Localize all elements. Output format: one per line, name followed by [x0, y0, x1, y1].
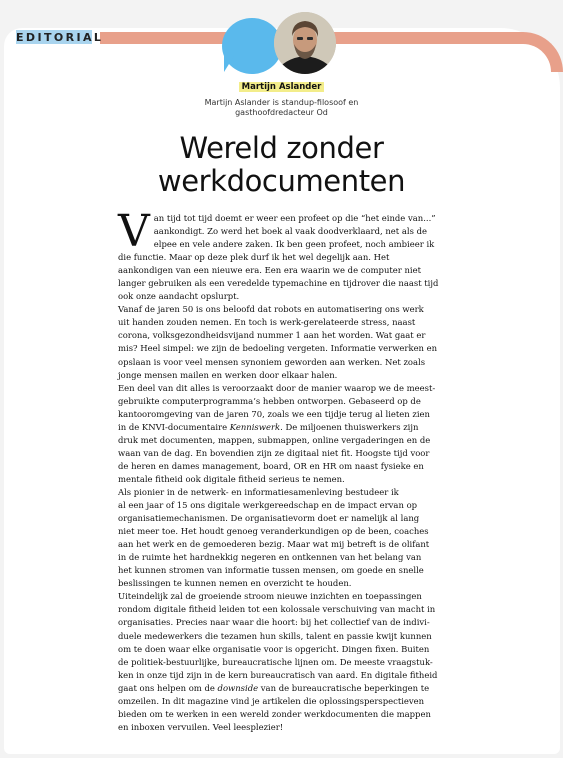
title-line: werkdocumenten	[157, 164, 406, 198]
drop-cap: V	[118, 206, 150, 257]
text-line: elpee en vele andere zaken. Ik ben geen profeet, noch ambieer ik	[153, 239, 435, 250]
text-line: omzeilen. In dit magazine vind je artikelen die oplossingsperspectieven	[118, 695, 425, 706]
article-body	[118, 206, 450, 734]
text-line: ken in onze tijd zijn in de kern bureaucratisch van aard. En digitale fitheid	[118, 669, 438, 680]
author-name-line	[0, 82, 563, 92]
text-line: niet meer toe. Het houdt genoeg veranderkundigen op de been, coaches	[118, 526, 429, 537]
text-line: jonge mensen mailen en werken door elkaar halen.	[118, 369, 338, 380]
text-line: Uiteindelijk zal de groeiende stroom nieuwe inzichten en toepassingen	[118, 591, 422, 602]
text-line: kantooromgeving van de jaren 70, zoals we een tijdje terug al lieten zien	[118, 408, 430, 419]
article-title	[0, 132, 563, 198]
text-line: aankondigt. Zo werd het boek al vaak doodverklaard, net als de	[153, 226, 427, 237]
text-line: organisaties. Precies naar waar die hoort: bij het collectief van de indivi-	[118, 617, 430, 628]
text-segment: . De miljoenen thuiswerkers zijn	[280, 421, 419, 432]
text-line	[118, 682, 450, 695]
paragraph	[118, 486, 450, 590]
author-bio	[0, 98, 563, 118]
documentary-title: Kenniswerk	[229, 421, 281, 432]
text-line: rondom digitale fitheid leiden tot een kolossale verschuiving van macht in	[118, 604, 436, 615]
text-line: de politiek-bestuurlijke, bureaucratische lijnen om. De meeste vraagstuk-	[118, 656, 433, 667]
paragraph	[118, 590, 450, 734]
text-segment: van de bureaucratische beperkingen te	[258, 682, 430, 693]
paragraph	[118, 303, 450, 381]
text-line: in de ruimte het hardnekkig negeren en ontkennen van het belang van	[118, 552, 422, 563]
emphasis-downside: downside	[217, 682, 259, 693]
speech-bubble-tail	[224, 56, 234, 72]
text-line: corona, volksgezondheidsvijand nummer 1 aan het worden. Wat gaat er	[118, 330, 426, 341]
author-name: Martijn Aslander	[239, 82, 325, 92]
text-line: uit handen zouden nemen. En toch is werk-gerelateerde stress, naast	[118, 317, 416, 328]
author-bio-line: Martijn Aslander is standup-filosoof en	[204, 98, 359, 107]
text-line: aankondigen van een nieuwe era. Een era waarin we de computer niet	[118, 265, 421, 276]
text-segment: gaat ons helpen om de	[118, 682, 218, 693]
section-label: EDITORIAL	[16, 31, 104, 44]
text-line: mis? Heel simpel: we zijn de bedoeling vergeten. Informatie verwerken en	[118, 343, 438, 354]
text-line: mentale fitheid ook digitale fitheid serieus te nemen.	[118, 473, 345, 484]
text-line: ook onze aandacht opslurpt.	[118, 291, 240, 302]
paragraph	[118, 382, 450, 486]
author-bio-line: gasthoofdredacteur Od	[235, 108, 328, 117]
text-line: opslaan is voor veel mensen synoniem geworden aan werken. Net zoals	[118, 356, 426, 367]
text-line: organisatiemechanismen. De organisatievorm doet er namelijk al lang	[118, 513, 420, 524]
text-segment: in de KNVI-documentaire	[118, 421, 230, 432]
text-line: het kunnen stromen van informatie tussen mensen, om goede en snelle	[118, 565, 424, 576]
text-line: en inboxen vervuilen. Veel leesplezier!	[118, 721, 284, 732]
text-line: an tijd tot tijd doemt er weer een profeet op die “het einde van...”	[153, 213, 436, 223]
paragraph	[118, 206, 450, 303]
text-line: waan van de dag. En bovendien zijn ze digitaal niet fit. Hoogste tijd voor	[118, 447, 430, 458]
text-line: de heren en dames management, board, OR en HR om naast fysieke en	[118, 460, 424, 471]
author-photo	[274, 12, 336, 74]
text-line: al een jaar of 15 ons digitale werkgereedschap en de impact ervan op	[118, 500, 418, 511]
text-line: die functie. Maar op deze plek durf ik het wel degelijk aan. Het	[118, 252, 390, 263]
text-line: bieden om te werken in een wereld zonder werkdocumenten die mappen	[118, 708, 431, 719]
title-line: Wereld zonder	[179, 131, 384, 165]
text-line: gebruikte computerprogramma’s hebben ontworpen. Gebaseerd op de	[118, 395, 421, 406]
text-line: om te doen waar elke organisatie voor is opgericht. Dingen fixen. Buiten	[118, 643, 430, 654]
text-line: duele medewerkers die tezamen hun skills, talent en passie kwijt kunnen	[118, 630, 432, 641]
text-line	[118, 421, 450, 434]
text-line: Vanaf de jaren 50 is ons beloofd dat robots en automatisering ons werk	[118, 304, 424, 315]
text-line: druk met documenten, mappen, submappen, online vergaderingen en de	[118, 434, 431, 445]
text-line: aan het werk en de gemoederen bezig. Maar wat mij betreft is de olifant	[118, 539, 430, 550]
text-line: Een deel van dit alles is veroorzaakt door de manier waarop we de meest-	[118, 382, 436, 393]
text-line: langer gebruiken als een veredelde typemachine en tijdrover die naast tijd	[118, 278, 439, 289]
text-line: beslissingen te kunnen nemen en overzicht te houden.	[118, 578, 352, 589]
text-line: Als pionier in de netwerk- en informatiesamenleving bestudeer ik	[118, 486, 399, 497]
